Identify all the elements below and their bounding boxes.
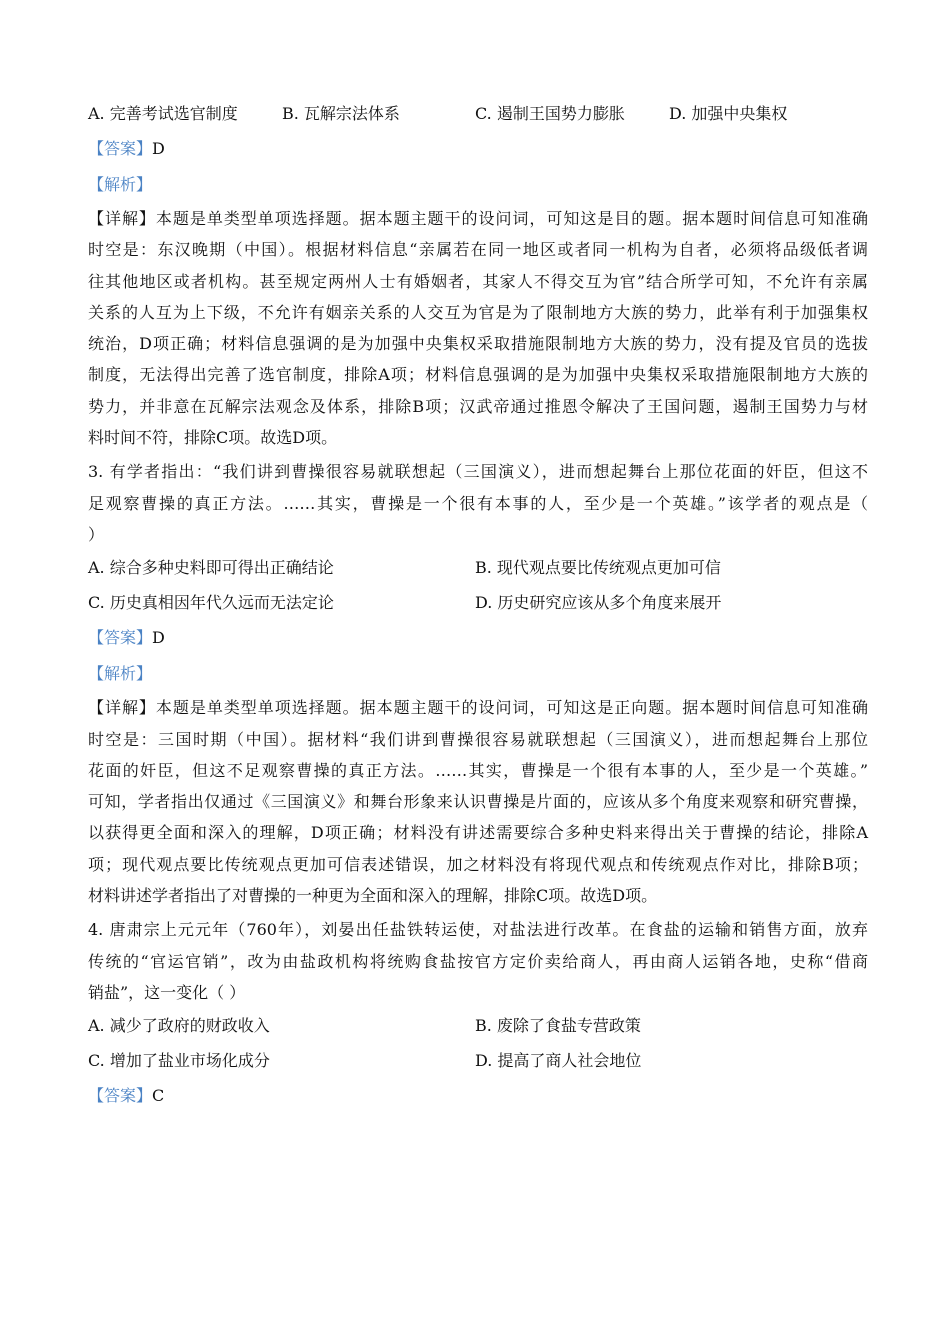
q3-detail-line: 材料讲述学者指出了对曹操的一种更为全面和深入的理解，排除C项。故选D项。 (88, 886, 658, 906)
q2-detail-line: 制度，无法得出完善了选官制度，排除A项；材料信息强调的是为加强中央集权采取措施限制地方大族的 (88, 365, 868, 385)
q2-answer-value: D (152, 139, 165, 158)
q3-option-b: B. 现代观点要比传统观点更加可信 (475, 558, 721, 578)
q4-option-d: D. 提高了商人社会地位 (475, 1051, 642, 1071)
q2-option-d: D. 加强中央集权 (669, 104, 788, 123)
q3-option-a: A. 综合多种史料即可得出正确结论 (88, 558, 334, 578)
q3-detail (88, 692, 868, 911)
q3-stem-line: ） (88, 524, 105, 544)
q2-detail-line: 时空是：东汉晚期（中国）。根据材料信息“亲属若在同一地区或者同一机构为自者，必须将品级低者调 (88, 240, 868, 260)
q2-detail-line: 【详解】本题是单类型单项选择题。据本题主题干的设问词，可知这是目的题。据本题时间信息可知准确 (88, 209, 868, 228)
q4-stem-line: 传统的“官运官销”，改为由盐政机构将统购食盐按官方定价卖给商人，再由商人运销各地，史称“借商 (88, 951, 868, 971)
q4-options-row-1 (88, 1008, 868, 1043)
q3-stem (88, 456, 868, 550)
q3-detail-line: 以获得更全面和深入的理解，D项正确；材料没有讲述需要综合多种史料来得出关于曹操的结论，排除A (88, 823, 868, 843)
q3-analysis-heading (88, 656, 868, 692)
q4-option-c: C. 增加了盐业市场化成分 (88, 1051, 270, 1071)
q4-option-a: A. 减少了政府的财政收入 (88, 1016, 270, 1036)
q3-answer-tag: 【答案】 (88, 628, 153, 648)
q3-options-row-2 (88, 585, 868, 620)
q4-answer-tag: 【答案】 (88, 1086, 153, 1106)
q3-detail-line: 可知，学者指出仅通过《三国演义》和舞台形象来认识曹操是片面的，应该从多个角度来观察和研究曹操， (88, 792, 868, 812)
q2-option-a: A. 完善考试选官制度 (88, 104, 238, 123)
q3-analysis-tag: 【解析】 (88, 664, 153, 684)
q2-answer (88, 131, 868, 167)
q2-option-c: C. 遏制王国势力膨胀 (475, 104, 625, 123)
q2-detail-line: 料时间不符，排除C项。故选D项。 (88, 428, 338, 448)
q4-answer-value: C (152, 1086, 165, 1106)
q3-stem-line: 足观察曹操的真正方法。……其实，曹操是一个很有本事的人，至少是一个英雄。”该学者的观点是（ (88, 493, 868, 513)
q3-answer-value: D (152, 628, 165, 648)
q2-detail-line: 统治，D项正确；材料信息强调的是为加强中央集权采取措施限制地方大族的势力，没有提及官员的选拔 (88, 334, 868, 354)
q3-detail-line: 时空是：三国时期（中国）。据材料“我们讲到曹操很容易就联想起（三国演义），进而想起舞台上那位 (88, 729, 868, 749)
page-content (88, 96, 868, 1114)
q3-option-d: D. 历史研究应该从多个角度来展开 (475, 593, 722, 613)
q4-stem-line: 4. 唐肃宗上元元年（760年），刘晏出任盐铁转运使，对盐法进行改革。在食盐的运输和销售方面，放弃 (88, 920, 868, 940)
q4-options-row-2 (88, 1043, 868, 1078)
q2-analysis-tag: 【解析】 (88, 175, 153, 194)
q2-detail (88, 203, 868, 453)
q4-stem-line: 销盐”，这一变化（ ） (88, 982, 246, 1002)
q3-option-c: C. 历史真相因年代久远而无法定论 (88, 593, 334, 613)
q3-answer (88, 620, 868, 656)
q2-detail-line: 势力，并非意在瓦解宗法观念及体系，排除B项；汉武帝通过推恩令解决了王国问题，遏制王国势力与材 (88, 396, 868, 416)
q2-option-b: B. 瓦解宗法体系 (282, 104, 400, 123)
q3-detail-line: 花面的奸臣，但这不足观察曹操的真正方法。……其实，曹操是一个很有本事的人，至少是一个英雄。” (88, 760, 868, 780)
q4-stem (88, 914, 868, 1008)
q2-answer-tag: 【答案】 (88, 139, 153, 158)
q2-options (88, 96, 868, 131)
q2-detail-line: 往其他地区或者机构。甚至规定两州人士有婚姻者，其家人不得交互为官”结合所学可知，不允许有亲属 (88, 271, 868, 291)
q3-detail-line: 项；现代观点要比传统观点更加可信表述错误，加之材料没有将现代观点和传统观点作对比，排除B项； (88, 854, 868, 874)
q3-options-row-1 (88, 550, 868, 585)
q2-analysis-heading (88, 167, 868, 203)
q3-detail-line: 【详解】本题是单类型单项选择题。据本题主题干的设问词，可知这是正向题。据本题时间信息可知准确 (88, 698, 868, 718)
q4-option-b: B. 废除了食盐专营政策 (475, 1016, 641, 1036)
q4-answer (88, 1078, 868, 1114)
q3-stem-line: 3. 有学者指出：“我们讲到曹操很容易就联想起（三国演义），进而想起舞台上那位花面的奸臣，但这不 (88, 462, 868, 482)
q2-detail-line: 关系的人互为上下级，不允许有姻亲关系的人交互为官是为了限制地方大族的势力，此举有利于加强集权 (88, 302, 868, 322)
